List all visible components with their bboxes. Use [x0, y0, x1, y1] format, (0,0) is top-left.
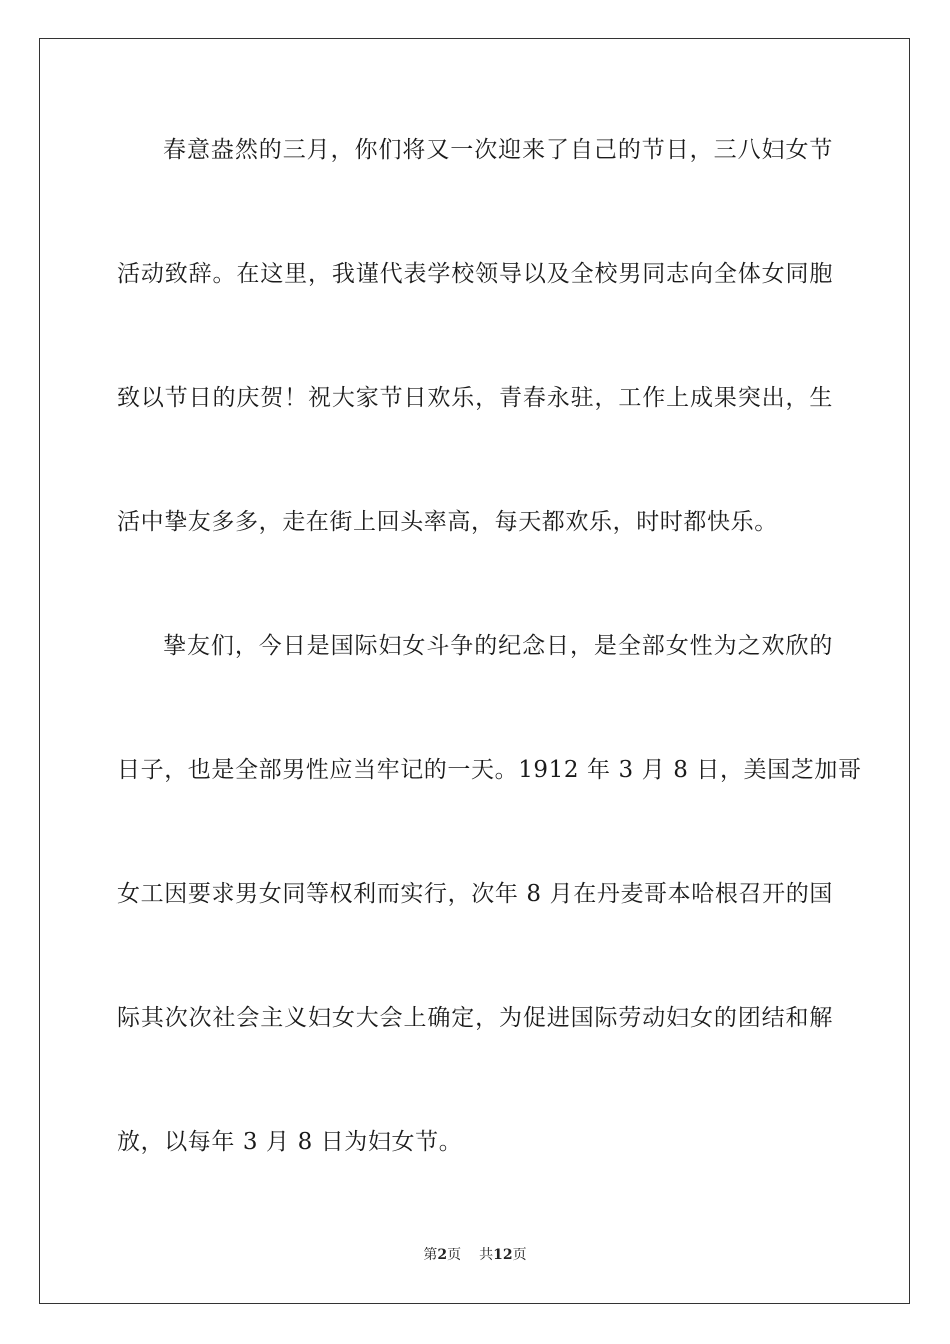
- paragraph-1-line-4: 活中挚友多多，走在街上回头率高，每天都欢乐，时时都快乐。: [117, 509, 778, 535]
- paragraph-1-line-2: 活动致辞。在这里，我谨代表学校领导以及全校男同志向全体女同胞: [117, 261, 833, 287]
- paragraph-2-line-3: 女工因要求男女同等权利而实行，次年 8 月在丹麦哥本哈根召开的国: [117, 881, 833, 907]
- paragraph-2-line-1: 挚友们，今日是国际妇女斗争的纪念日，是全部女性为之欢欣的: [163, 633, 833, 659]
- paragraph-2-line-5: 放，以每年 3 月 8 日为妇女节。: [117, 1129, 463, 1155]
- footer-total-prefix: 共: [479, 1247, 494, 1263]
- paragraph-2-line-4: 际其次次社会主义妇女大会上确定，为促进国际劳动妇女的团结和解: [117, 1005, 833, 1031]
- page-footer: [0, 1246, 950, 1264]
- footer-page-number: 2: [437, 1247, 448, 1263]
- page-border: [39, 38, 910, 1304]
- footer-page-suffix: 页: [447, 1247, 462, 1263]
- footer-total-suffix: 页: [512, 1247, 527, 1263]
- footer-page-prefix: 第: [423, 1247, 438, 1263]
- paragraph-1-line-3: 致以节日的庆贺！祝大家节日欢乐，青春永驻，工作上成果突出，生: [117, 385, 833, 411]
- paragraph-2-line-2: 日子，也是全部男性应当牢记的一天。1912 年 3 月 8 日，美国芝加哥: [117, 757, 862, 783]
- footer-total-pages: 12: [493, 1247, 513, 1263]
- paragraph-1-line-1: 春意盎然的三月，你们将又一次迎来了自己的节日，三八妇女节: [163, 137, 833, 163]
